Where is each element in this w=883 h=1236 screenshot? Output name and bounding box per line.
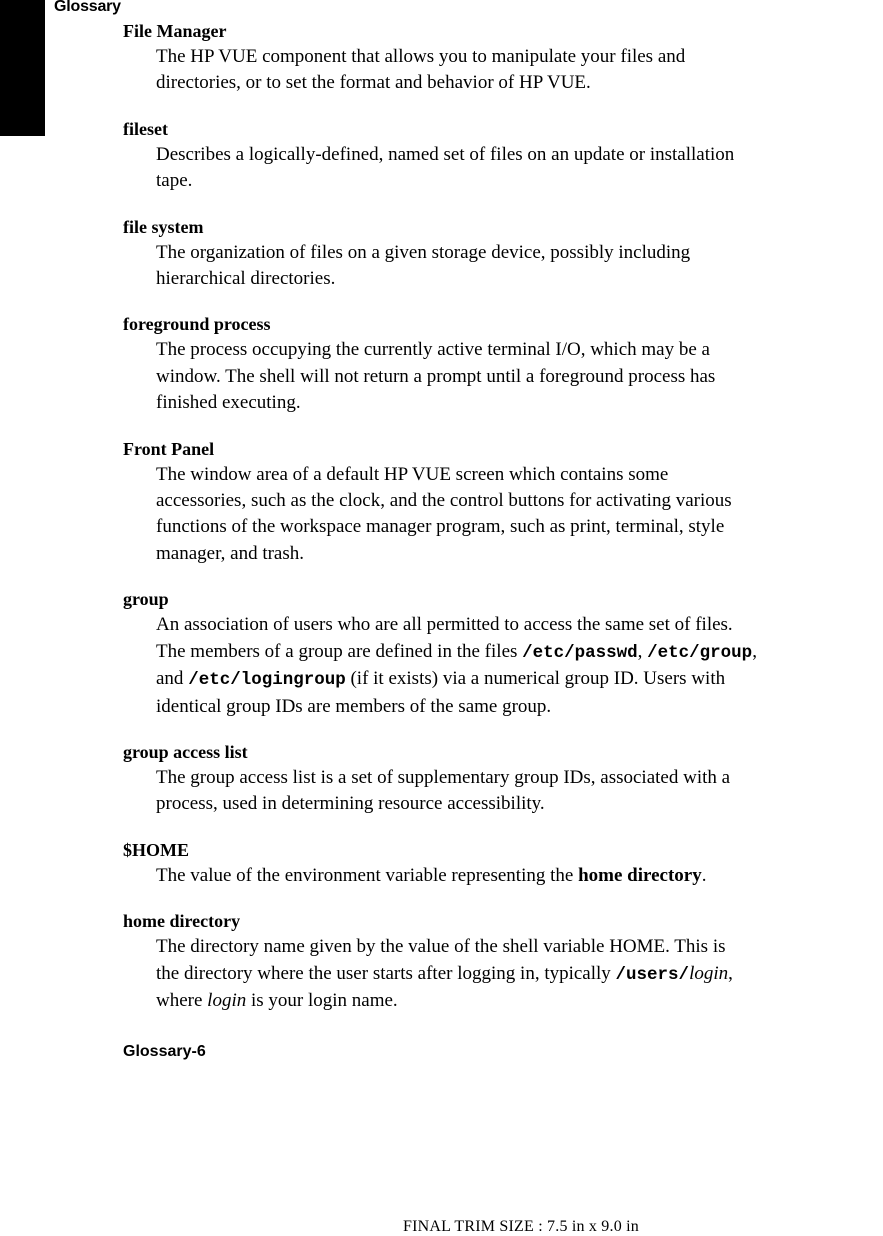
definition-line: The organization of files on a given storage device, possibly including xyxy=(156,241,691,263)
entry-definition xyxy=(156,142,883,195)
glossary-entry-file-system xyxy=(123,215,883,293)
definition-line: window. The shell will not return a prompt until a foreground process has xyxy=(156,365,716,387)
entry-definition xyxy=(156,337,883,416)
file-path-code: /users/ xyxy=(615,964,690,985)
text-run: . xyxy=(701,864,707,886)
entry-definition xyxy=(156,934,883,1014)
entry-term: fileset xyxy=(123,118,168,139)
text-run: where xyxy=(156,989,208,1011)
entry-term: file system xyxy=(123,216,204,237)
glossary-entry-group-access-list xyxy=(123,740,883,818)
definition-line: manager, and trash. xyxy=(156,542,305,564)
entry-term: group access list xyxy=(123,741,248,762)
entry-definition xyxy=(156,765,883,818)
glossary-entry-file-manager xyxy=(123,19,883,97)
definition-line xyxy=(156,639,883,666)
text-run: is your login name. xyxy=(246,989,398,1011)
entry-definition xyxy=(156,44,883,97)
entry-term: home directory xyxy=(123,911,241,932)
definition-line: Describes a logically-defined, named set of files on an update or installation xyxy=(156,143,735,165)
section-thumb-tab xyxy=(0,0,45,136)
definition-line: identical group IDs are members of the same group. xyxy=(156,695,552,717)
entry-definition xyxy=(156,612,883,720)
definition-line: directories, or to set the format and behavior of HP VUE. xyxy=(156,72,591,94)
text-run: the directory where the user starts after logging in, typically xyxy=(156,962,616,984)
entry-definition xyxy=(156,462,883,568)
text-run: (if it exists) via a numerical group ID. Users with xyxy=(345,668,726,690)
file-path-code: /etc/group xyxy=(647,642,753,663)
definition-line: accessories, such as the clock, and the control buttons for activating various xyxy=(156,490,732,512)
entry-term: group xyxy=(123,589,169,610)
entry-definition xyxy=(156,863,883,889)
text-run: The value of the environment variable representing the xyxy=(156,864,579,886)
entry-term: File Manager xyxy=(123,21,227,41)
glossary-entry-foreground-process xyxy=(123,312,883,416)
text-run: , xyxy=(637,640,648,662)
definition-line: tape. xyxy=(156,170,193,192)
glossary-entry-fileset xyxy=(123,117,883,195)
file-path-code: /etc/passwd xyxy=(522,642,638,663)
definition-line: The directory name given by the value of the shell variable HOME. This is xyxy=(156,936,726,958)
definition-line: The window area of a default HP VUE screen which contains some xyxy=(156,463,669,485)
definition-line xyxy=(156,666,883,693)
glossary-entry-home-variable xyxy=(123,838,883,889)
entry-definition xyxy=(156,240,883,293)
glossary-entry-group xyxy=(123,587,883,720)
definition-line: functions of the workspace manager program, such as print, terminal, style xyxy=(156,516,725,538)
definition-line: The process occupying the currently active terminal I/O, which may be a xyxy=(156,339,710,361)
glossary-entry-home-directory xyxy=(123,909,883,1014)
definition-line: The group access list is a set of supplementary group IDs, associated with a xyxy=(156,766,731,788)
definition-line: finished executing. xyxy=(156,392,301,414)
placeholder-text: login xyxy=(207,989,247,1011)
cross-reference-term: home directory xyxy=(578,864,702,886)
text-run: The members of a group are defined in the files xyxy=(156,640,523,662)
entry-term: Front Panel xyxy=(123,438,215,459)
definition-line: hierarchical directories. xyxy=(156,268,336,290)
definition-line xyxy=(156,863,883,889)
definition-line: The HP VUE component that allows you to manipulate your files and xyxy=(156,46,686,67)
text-run: , xyxy=(728,962,733,984)
file-path-code: /etc/logingroup xyxy=(188,670,346,691)
running-header: Glossary xyxy=(54,0,121,15)
text-run: , xyxy=(752,640,757,662)
definition-line: An association of users who are all permitted to access the same set of files. xyxy=(156,614,733,636)
text-run: and xyxy=(156,668,189,690)
entry-term: $HOME xyxy=(123,839,189,860)
placeholder-text: login xyxy=(689,962,729,984)
definition-line xyxy=(156,988,883,1014)
definition-line: process, used in determining resource accessibility. xyxy=(156,793,545,815)
glossary-entry-front-panel xyxy=(123,437,883,568)
definition-line xyxy=(156,961,883,988)
trim-size-note: FINAL TRIM SIZE : 7.5 in x 9.0 in xyxy=(403,1218,639,1235)
page-number: Glossary-6 xyxy=(123,1043,206,1060)
entry-term: foreground process xyxy=(123,314,271,335)
glossary-list xyxy=(123,19,883,1034)
